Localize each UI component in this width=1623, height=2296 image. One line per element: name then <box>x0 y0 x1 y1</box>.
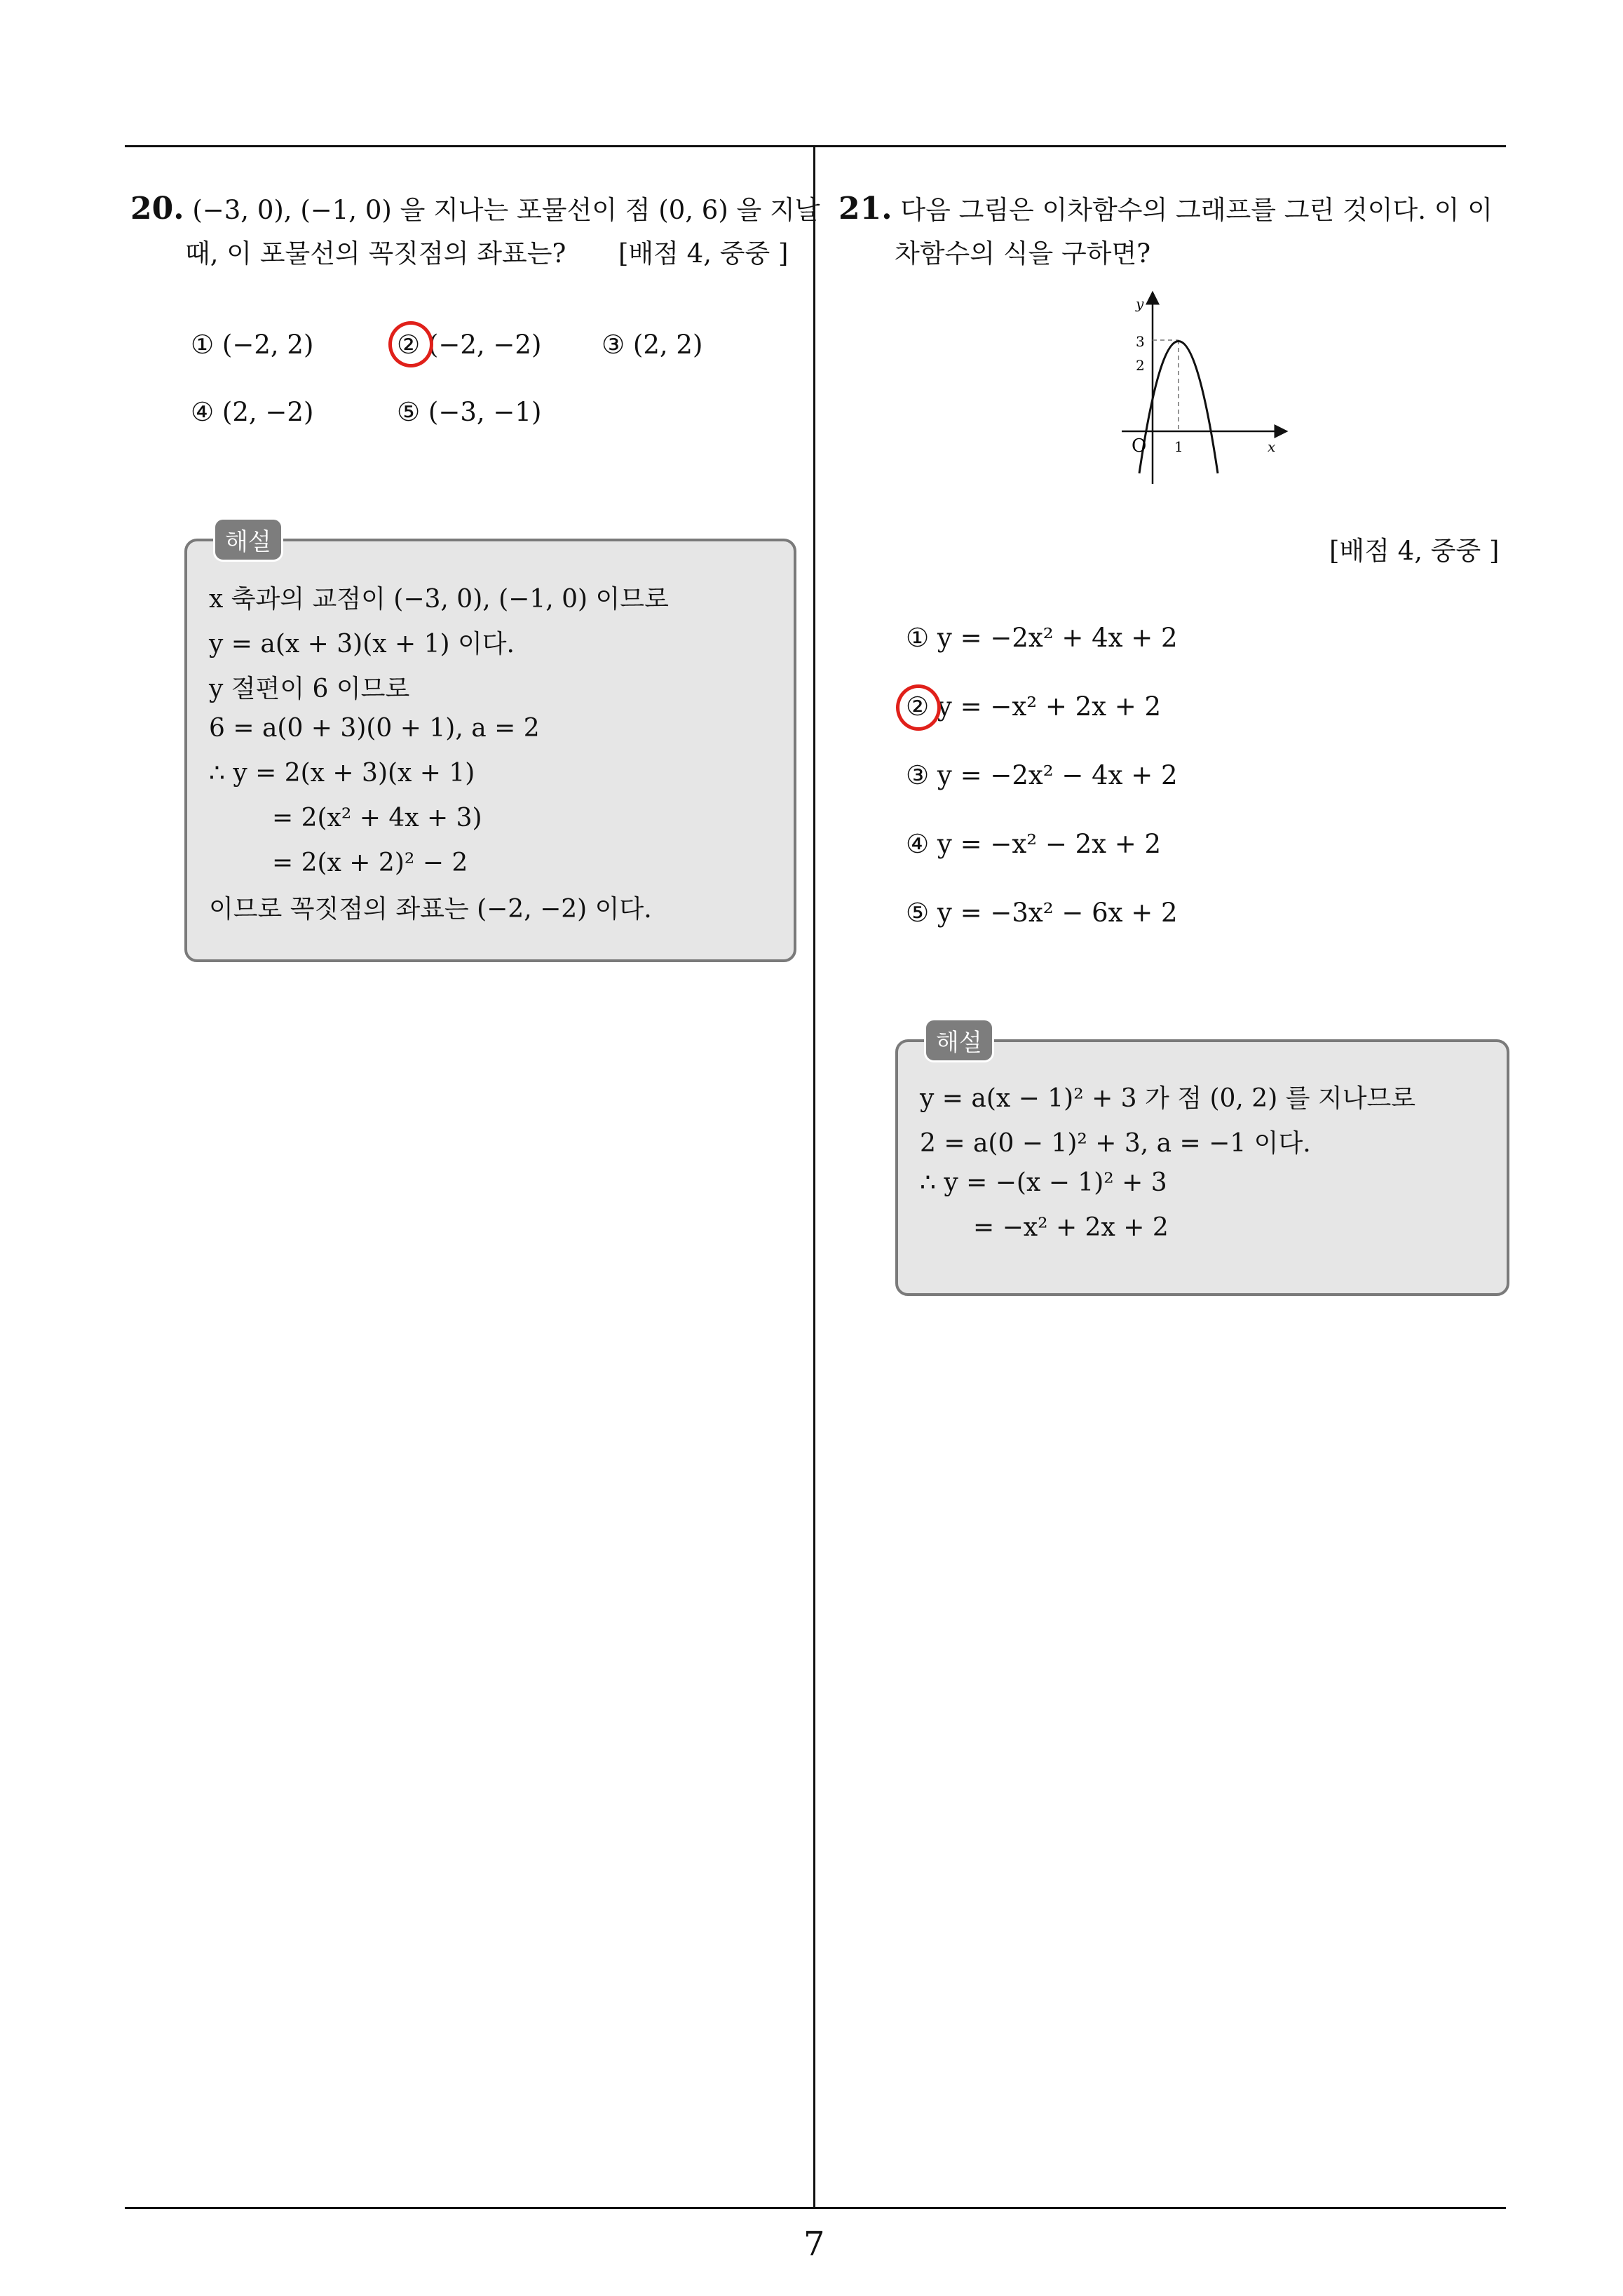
q21-solution-line-3: ∴ y = −(x − 1)² + 3 <box>920 1168 1167 1197</box>
q21-solution-line-4: = −x² + 2x + 2 <box>973 1213 1169 1242</box>
q20-solution-line-6: = 2(x² + 4x + 3) <box>272 804 482 832</box>
q21-choice-1[interactable]: ① y = −2x² + 4x + 2 <box>906 623 1178 653</box>
q20-solution-tag: 해설 <box>213 518 283 562</box>
q21-score: [배점 4, 중중 ] <box>1329 536 1500 566</box>
q21-number: 21. <box>838 191 892 227</box>
q21-solution-line-2: 2 = a(0 − 1)² + 3, a = −1 이다. <box>920 1129 1311 1158</box>
q20-choice-1[interactable]: ① (−2, 2) <box>191 330 314 360</box>
q20-choice-5[interactable]: ⑤ (−3, −1) <box>397 397 542 427</box>
q20-line2 <box>185 231 566 276</box>
q20-solution-line-7: = 2(x + 2)² − 2 <box>272 849 468 877</box>
q20-choice-2[interactable]: ② (−2, −2) <box>397 330 542 360</box>
q21-parabola-graph <box>1115 288 1297 491</box>
q21-question-text-2: 차함수의 식을 구하면? <box>895 238 1151 269</box>
q20-number: 20. <box>130 191 184 227</box>
q20-solution-line-8: 이므로 꼭짓점의 좌표는 (−2, −2) 이다. <box>209 895 652 924</box>
origin-label: O <box>1132 435 1147 457</box>
q21-choice-5[interactable]: ⑤ y = −3x² − 6x + 2 <box>906 898 1178 928</box>
q21-question-text-1: 다음 그림은 이차함수의 그래프를 그린 것이다. 이 이 <box>900 195 1493 225</box>
q20-selection-circle <box>388 321 433 367</box>
x-axis-label: x <box>1268 438 1276 455</box>
q21-choice-2[interactable]: ② y = −x² + 2x + 2 <box>906 691 1162 722</box>
page-number: 7 <box>803 2224 825 2264</box>
q21-solution-tag: 해설 <box>924 1018 994 1062</box>
q21-solution-line-1: y = a(x − 1)² + 3 가 점 (0, 2) 를 지나므로 <box>920 1084 1416 1113</box>
q21-solution-box <box>895 1039 1509 1296</box>
q20-question-text-1: (−3, 0), (−1, 0) 을 지나는 포물선이 점 (0, 6) 을 지날 <box>192 195 820 225</box>
q21-choice-3[interactable]: ③ y = −2x² − 4x + 2 <box>906 760 1178 790</box>
q20-solution-line-3: y 절편이 6 이므로 <box>209 675 410 703</box>
y-axis-label: y <box>1136 295 1144 312</box>
y-tick-2: 2 <box>1136 357 1145 374</box>
q21-line1 <box>838 187 1493 233</box>
bottom-rule <box>125 2207 1506 2209</box>
q21-selection-circle <box>896 684 941 731</box>
q20-solution-line-5: ∴ y = 2(x + 3)(x + 1) <box>209 759 475 788</box>
top-rule <box>125 145 1506 147</box>
column-divider <box>813 146 815 2208</box>
q20-question-text-2: 때, 이 포물선의 꼭짓점의 좌표는? <box>185 238 566 269</box>
q20-line1 <box>130 187 820 233</box>
q20-score: [배점 4, 중중 ] <box>618 238 789 269</box>
q20-solution-line-4: 6 = a(0 + 3)(0 + 1), a = 2 <box>209 714 540 743</box>
y-tick-3: 3 <box>1136 333 1145 350</box>
q21-choice-4[interactable]: ④ y = −x² − 2x + 2 <box>906 829 1162 859</box>
x-tick-1: 1 <box>1174 438 1183 455</box>
q20-choice-4[interactable]: ④ (2, −2) <box>191 397 314 427</box>
q21-line2 <box>895 231 1150 276</box>
q20-solution-line-1: x 축과의 교점이 (−3, 0), (−1, 0) 이므로 <box>209 585 669 614</box>
q20-solution-line-2: y = a(x + 3)(x + 1) 이다. <box>209 630 515 659</box>
q20-choice-3[interactable]: ③ (2, 2) <box>602 330 703 360</box>
